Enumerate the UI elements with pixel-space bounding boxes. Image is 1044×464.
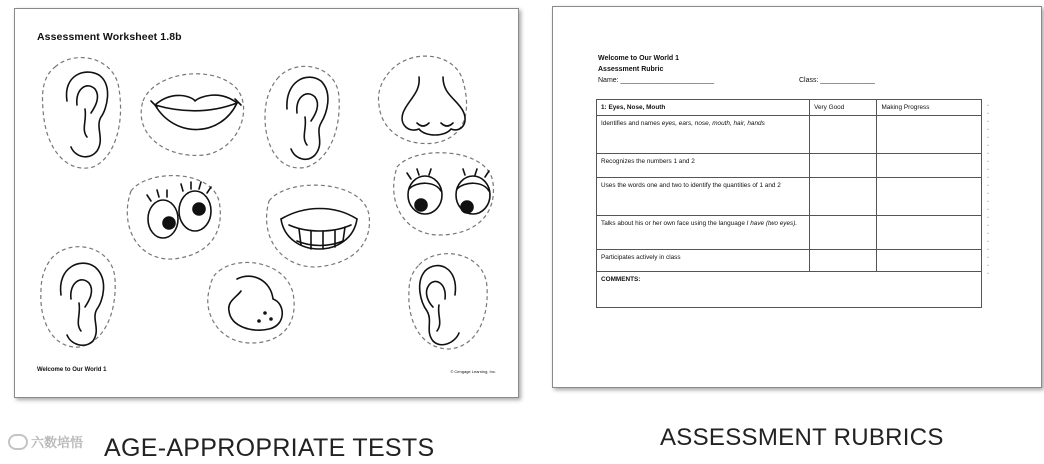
watermark-logo-icon: [8, 434, 28, 450]
rubric-series-title: Welcome to Our World 1: [598, 55, 680, 62]
ear-icon: [287, 77, 328, 159]
nose-icon: [229, 276, 283, 330]
lips-icon: [151, 95, 241, 129]
table-header-row: [597, 100, 982, 116]
ear-cutout-border: [265, 66, 339, 168]
worksheet-title: Assessment Worksheet 1.8b: [37, 31, 182, 43]
assessment-rubric-page: [552, 6, 1042, 388]
table-row: [597, 216, 982, 250]
rubric-name-field: Name: ________________________: [598, 77, 714, 84]
rubric-table: [596, 99, 982, 308]
ear-cutout-border: [41, 247, 115, 347]
header-skill: 1: Eyes, Nose, Mouth: [597, 100, 810, 116]
caption-assessment-rubrics: ASSESSMENT RUBRICS: [660, 424, 944, 451]
table-row: [597, 250, 982, 272]
assessment-worksheet-page: [14, 8, 519, 398]
table-row: [597, 154, 982, 178]
header-making-progress: Making Progress: [877, 100, 982, 116]
rubric-cell: [877, 116, 982, 154]
rubric-cell: [810, 178, 877, 216]
caption-age-appropriate-tests: AGE-APPROPRIATE TESTS: [104, 434, 435, 462]
nose-icon: [402, 77, 465, 135]
rubric-criterion: Participates actively in class: [597, 250, 810, 272]
rubric-cell: [877, 250, 982, 272]
eyes-cutout-border: [127, 176, 220, 260]
rubric-cell: [877, 154, 982, 178]
rubric-cell: [810, 250, 877, 272]
rubric-criterion: Identifies and names eyes, ears, nose, mouth, hair, hands: [597, 116, 810, 154]
watermark: [8, 432, 83, 451]
margin-marks: ▫ ▫ ▫ ▫ ▫ ▫ ▫ ▫ ▫ ▫ ▫ ▫ ▫ ▫ ▫ ▫ ▫ ▫ ▫ ▫ ▫ ▫: [987, 103, 989, 277]
table-row: [597, 178, 982, 216]
ear-icon: [420, 266, 459, 345]
eyes-icon: [407, 169, 490, 214]
ear-cutout-border: [43, 58, 121, 169]
watermark-text: 六数培悟: [31, 435, 84, 450]
rubric-criterion: Uses the words one and two to identify the quantities of 1 and 2: [597, 178, 810, 216]
ear-cutout-border: [409, 254, 487, 349]
worksheet-footer-copyright: © Cengage Learning, Inc.: [450, 369, 496, 374]
header-very-good: Very Good: [810, 100, 877, 116]
rubric-criterion: Talks about his or her own face using the language I have (two eyes).: [597, 216, 810, 250]
rubric-cell: [877, 178, 982, 216]
rubric-cell: [810, 154, 877, 178]
rubric-cell: [810, 216, 877, 250]
lips-cutout-border: [141, 74, 243, 156]
face-cutouts: [15, 9, 518, 397]
table-row: [597, 116, 982, 154]
nose-cutout-border: [208, 262, 294, 343]
comments-row: [597, 272, 982, 308]
rubric-title: Assessment Rubric: [598, 66, 664, 73]
rubric-criterion: Recognizes the numbers 1 and 2: [597, 154, 810, 178]
ear-icon: [67, 72, 108, 157]
smile-icon: [281, 209, 357, 250]
comments-label: COMMENTS:: [597, 272, 982, 308]
eyes-icon: [147, 182, 211, 238]
rubric-class-field: Class: ______________: [799, 77, 875, 84]
worksheet-footer-series: Welcome to Our World 1: [37, 367, 107, 373]
rubric-cell: [877, 216, 982, 250]
ear-icon: [61, 263, 104, 345]
rubric-cell: [810, 116, 877, 154]
